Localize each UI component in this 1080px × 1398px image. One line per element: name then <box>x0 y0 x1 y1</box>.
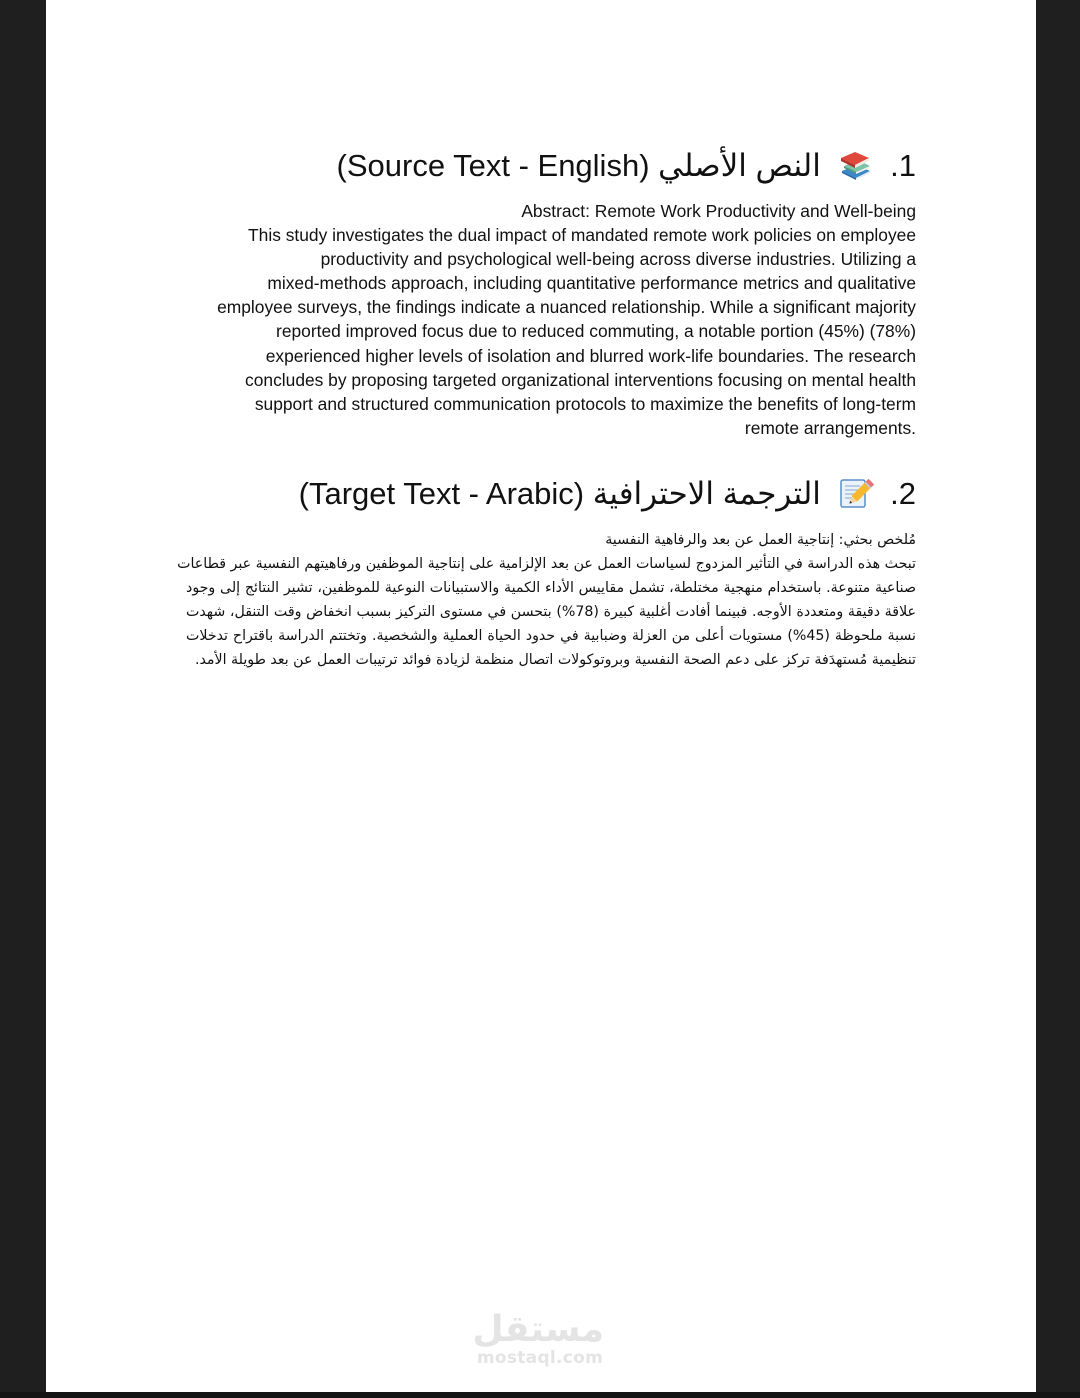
section-2-title-ar: الترجمة الاحترافية <box>592 476 821 511</box>
document-page <box>46 0 1036 1392</box>
source-text-block <box>176 199 916 440</box>
viewer-bottom-edge <box>0 1392 1080 1398</box>
target-line: صناعية متنوعة. باستخدام منهجية مختلطة، تشمل مقاييس الأداء الكمية والاستبيانات النوعية للموظفين، تشير النتائج إلى وجود <box>186 580 916 596</box>
section-1-heading <box>337 148 916 184</box>
source-line: support and structured communication protocols to maximize the benefits of long-term <box>254 393 916 414</box>
source-line: employee surveys, the findings indicate a nuanced relationship. While a significant majority <box>217 297 916 318</box>
section-1-number: 1. <box>890 148 916 183</box>
source-line: productivity and psychological well-being across diverse industries. Utilizing a <box>320 249 916 270</box>
section-2-number: 2. <box>890 476 916 511</box>
target-abstract-title: مُلخص بحثي: إنتاجية العمل عن بعد والرفاهية النفسية <box>605 532 916 548</box>
section-1-title-en: (Source Text - English) <box>336 148 650 183</box>
source-line: (78%) reported improved focus due to reduced commuting, a notable portion (45%) <box>276 321 916 342</box>
target-text-block <box>177 528 917 672</box>
section-2-heading <box>299 476 916 512</box>
section-1-title-ar: النص الأصلي <box>658 148 821 183</box>
source-line: remote arrangements. <box>744 417 916 438</box>
source-abstract-title: Abstract: Remote Work Productivity and Well-being <box>521 201 916 221</box>
source-line: experienced higher levels of isolation and blurred work-life boundaries. The research <box>265 345 916 366</box>
watermark-logo-ar: مستقل <box>472 1309 604 1350</box>
section-2-title-en: (Target Text - Arabic) <box>298 476 585 511</box>
target-line: نسبة ملحوظة (45%) مستويات أعلى من العزلة وضبابية في حدود الحياة العملية والشخصية. وتختتم الدراسة باقتراح تدخلات <box>186 628 917 644</box>
mostaql-watermark <box>472 1309 604 1368</box>
target-line: تبحث هذه الدراسة في التأثير المزدوج لسياسات العمل عن بعد الإلزامية على إنتاجية الموظفين ورفاهيتهم النفسية عبر قطاعات <box>177 556 916 572</box>
target-line: تنظيمية مُستهدَفة تركز على دعم الصحة النفسية وبروتوكولات اتصال منظمة لزيادة فوائد ترتيبات العمل عن بعد طويلة الأمد. <box>194 652 916 668</box>
source-line: concludes by proposing targeted organizational interventions focusing on mental health <box>245 369 916 390</box>
watermark-logo-en: mostaql.com <box>476 1348 604 1368</box>
source-line: This study investigates the dual impact of mandated remote work policies on employee <box>248 225 916 246</box>
target-line: علاقة دقيقة ومتعددة الأوجه. فبينما أفادت أغلبية كبيرة (78%) بتحسن في مستوى التركيز بسبب انخفاض وقت التنقل، شهدت <box>186 604 916 620</box>
books-icon <box>838 149 874 181</box>
memo-pencil-icon <box>838 477 874 509</box>
source-line: mixed-methods approach, including quantitative performance metrics and qualitative <box>267 273 916 294</box>
